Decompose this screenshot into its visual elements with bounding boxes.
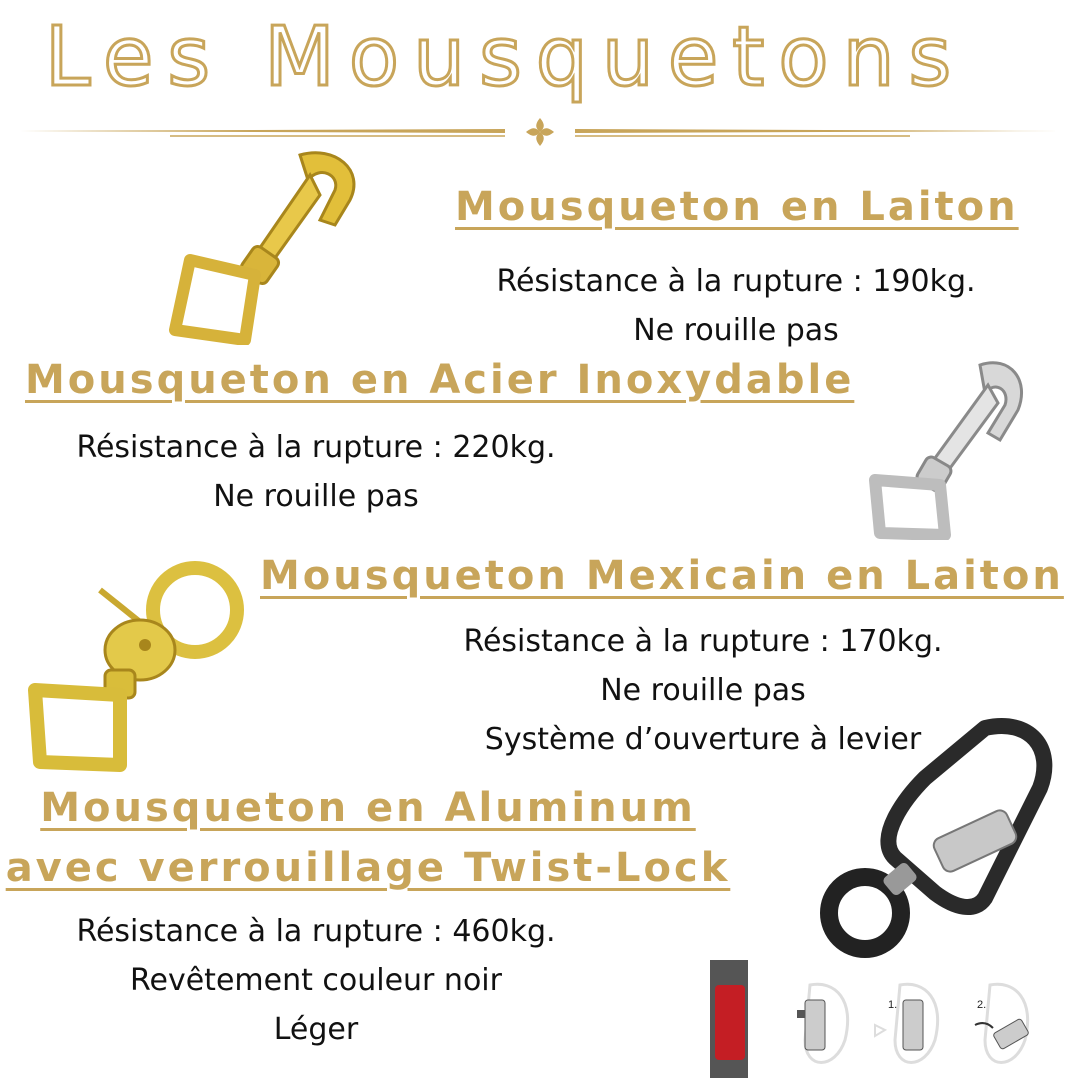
product-description-aluminum	[16, 907, 616, 1054]
aluminum-twistlock-carabiner-image	[815, 718, 1060, 963]
spec-line: Résistance à la rupture : 170kg.	[463, 624, 943, 659]
brass-snap-hook-image	[160, 145, 365, 345]
product-description-brass	[436, 257, 1036, 355]
heading-line: Mousqueton en Aluminum	[40, 785, 696, 831]
spec-line: Résistance à la rupture : 190kg.	[496, 264, 976, 299]
product-heading-stainless: Mousqueton en Acier Inoxydable	[25, 357, 855, 403]
spec-line: Résistance à la rupture : 460kg.	[76, 914, 556, 949]
spec-line: Ne rouille pas	[600, 673, 806, 708]
spec-line: Léger	[273, 1012, 359, 1047]
heading-line: avec verrouillage Twist-Lock	[5, 845, 731, 891]
page-title: Les Mousquetons	[44, 10, 966, 105]
product-heading-aluminum	[0, 782, 736, 894]
step-1-label: 1.	[888, 999, 898, 1011]
twistlock-instructions-diagram	[705, 960, 1075, 1078]
spec-line: Système d’ouverture à levier	[484, 722, 922, 757]
step-2-label: 2.	[977, 999, 987, 1011]
spec-line: Ne rouille pas	[213, 479, 419, 514]
mexican-brass-snap-image	[20, 550, 245, 775]
product-description-stainless	[16, 423, 616, 521]
ornament-divider	[20, 118, 1060, 146]
spec-line: Revêtement couleur noir	[130, 963, 502, 998]
spec-line: Ne rouille pas	[633, 313, 839, 348]
product-heading-brass: Mousqueton en Laiton	[455, 184, 1019, 230]
stainless-snap-hook-image	[860, 355, 1035, 540]
product-heading-mexican: Mousqueton Mexicain en Laiton	[260, 553, 1064, 599]
spec-line: Résistance à la rupture : 220kg.	[76, 430, 556, 465]
